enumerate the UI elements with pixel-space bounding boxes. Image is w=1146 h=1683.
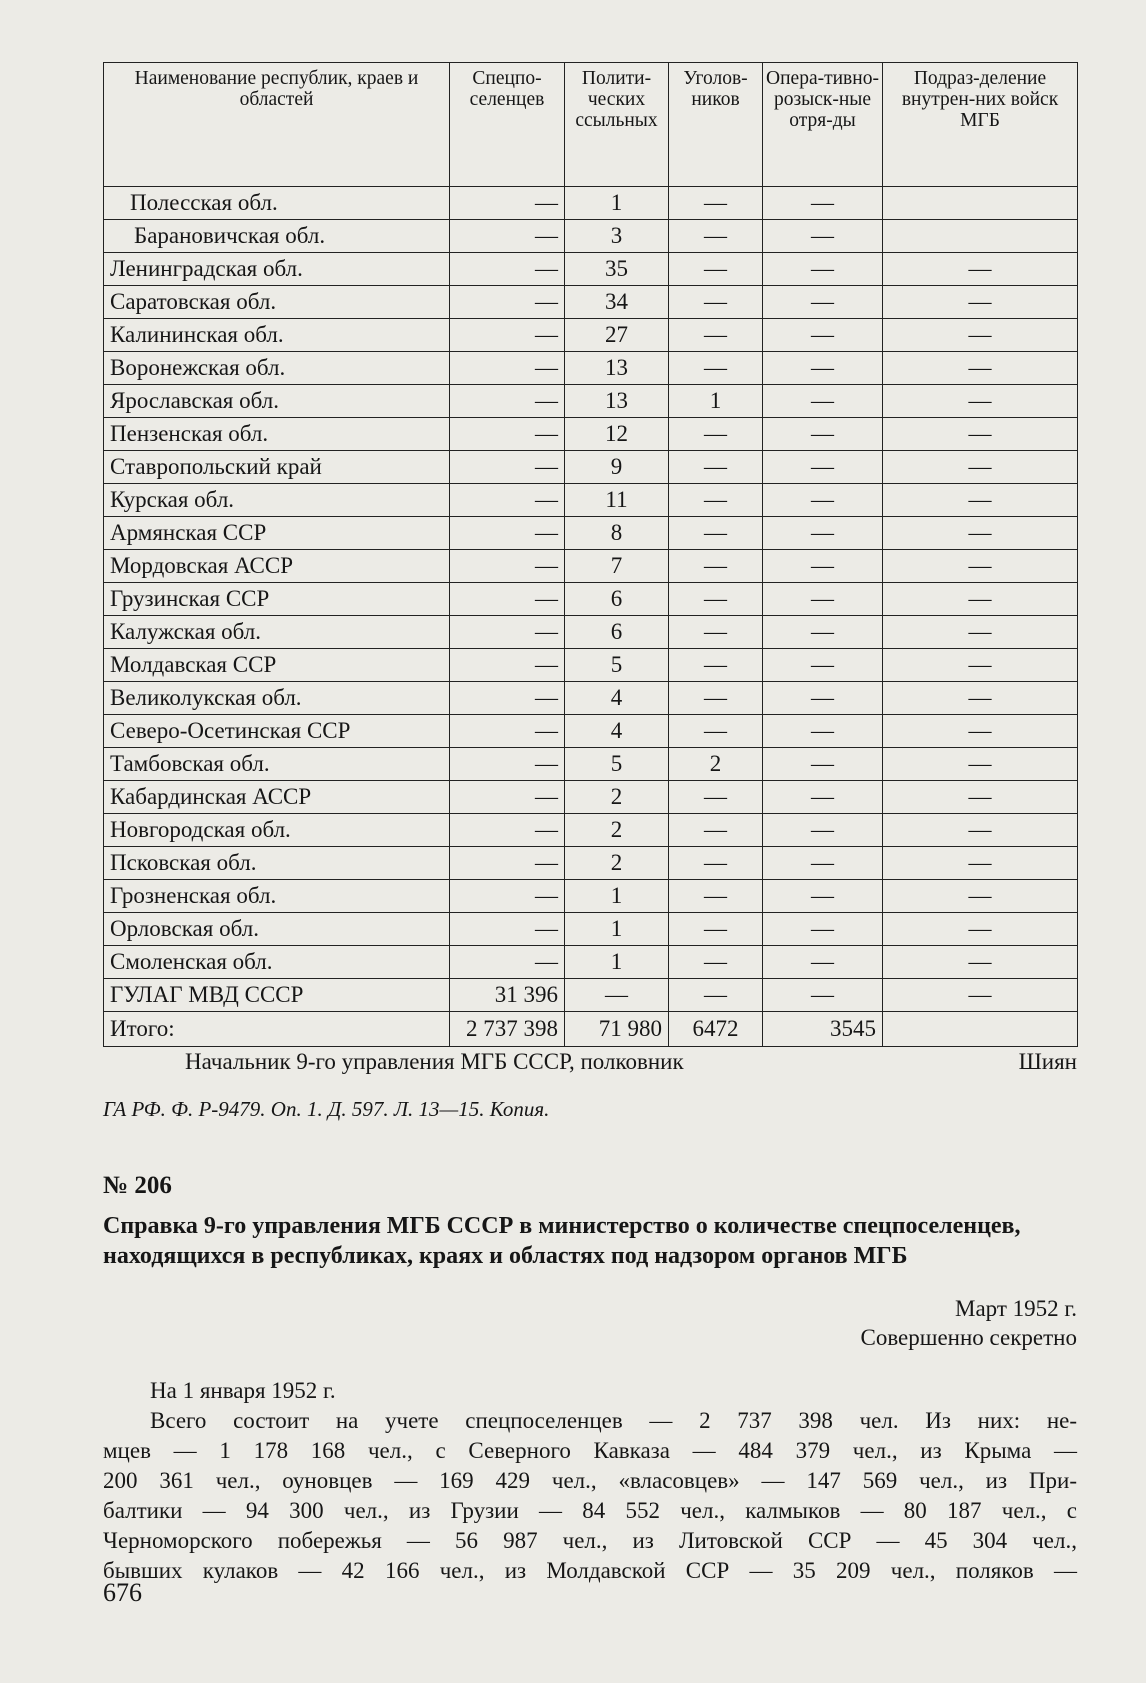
internal-troops-value: —: [883, 913, 1078, 946]
internal-troops-value: —: [883, 682, 1078, 715]
table-row: [104, 583, 1078, 616]
total-criminals: 6472: [669, 1012, 763, 1047]
table-row: [104, 979, 1078, 1012]
internal-troops-value: [883, 220, 1078, 253]
operative-units-value: —: [763, 913, 883, 946]
region-name: Воронежская обл.: [104, 352, 450, 385]
special-settlers-value: —: [450, 286, 565, 319]
internal-troops-value: —: [883, 418, 1078, 451]
operative-units-value: —: [763, 385, 883, 418]
special-settlers-value: —: [450, 550, 565, 583]
criminals-value: —: [669, 715, 763, 748]
header-internal-troops: Подраз-деление внутрен-них войск МГБ: [883, 63, 1078, 187]
criminals-value: —: [669, 616, 763, 649]
operative-units-value: —: [763, 946, 883, 979]
table-row: [104, 880, 1078, 913]
document-number: № 206: [103, 1172, 172, 1199]
operative-units-value: —: [763, 781, 883, 814]
table-row: [104, 319, 1078, 352]
internal-troops-value: —: [883, 649, 1078, 682]
table-row: [104, 418, 1078, 451]
region-name: Псковская обл.: [104, 847, 450, 880]
internal-troops-value: —: [883, 979, 1078, 1012]
body-line: балтики — 94 300 чел., из Грузии — 84 552 чел., калмыков — 80 187 чел., с: [103, 1498, 1077, 1523]
criminals-value: —: [669, 418, 763, 451]
political-exiles-value: 2: [565, 814, 669, 847]
special-settlers-value: —: [450, 682, 565, 715]
region-name: Ставропольский край: [104, 451, 450, 484]
special-settlers-value: —: [450, 748, 565, 781]
special-settlers-value: —: [450, 319, 565, 352]
criminals-value: —: [669, 352, 763, 385]
criminals-value: 1: [669, 385, 763, 418]
criminals-value: —: [669, 847, 763, 880]
special-settlers-value: —: [450, 616, 565, 649]
political-exiles-value: 2: [565, 847, 669, 880]
internal-troops-value: —: [883, 616, 1078, 649]
criminals-value: —: [669, 814, 763, 847]
operative-units-value: —: [763, 715, 883, 748]
document-body: [103, 1406, 1077, 1586]
political-exiles-value: 4: [565, 682, 669, 715]
internal-troops-value: —: [883, 781, 1078, 814]
political-exiles-value: 1: [565, 187, 669, 220]
internal-troops-value: —: [883, 517, 1078, 550]
special-settlers-value: —: [450, 880, 565, 913]
criminals-value: —: [669, 913, 763, 946]
region-name: Саратовская обл.: [104, 286, 450, 319]
as-of-date: На 1 января 1952 г.: [150, 1378, 336, 1403]
document-title: Справка 9-го управления МГБ СССР в министерство о количестве спецпоселенцев, находящихся в республиках, краях и областях под надзором органов МГБ: [103, 1213, 1021, 1269]
operative-units-value: —: [763, 847, 883, 880]
region-name: Калининская обл.: [104, 319, 450, 352]
internal-troops-value: —: [883, 484, 1078, 517]
criminals-value: —: [669, 187, 763, 220]
operative-units-value: —: [763, 880, 883, 913]
region-name: Кабардинская АССР: [104, 781, 450, 814]
special-settlers-value: —: [450, 352, 565, 385]
internal-troops-value: —: [883, 550, 1078, 583]
table-row: [104, 352, 1078, 385]
statistics-table: [103, 62, 1078, 1047]
region-name: Тамбовская обл.: [104, 748, 450, 781]
political-exiles-value: 6: [565, 616, 669, 649]
table-total-row: [104, 1012, 1078, 1047]
region-name: Пензенская обл.: [104, 418, 450, 451]
total-internal-troops: [883, 1012, 1078, 1047]
region-name: Калужская обл.: [104, 616, 450, 649]
special-settlers-value: —: [450, 517, 565, 550]
special-settlers-value: —: [450, 649, 565, 682]
table-row: [104, 187, 1078, 220]
criminals-value: —: [669, 583, 763, 616]
total-label: Итого:: [104, 1012, 450, 1047]
total-operative-units: 3545: [763, 1012, 883, 1047]
special-settlers-value: —: [450, 583, 565, 616]
table-row: [104, 715, 1078, 748]
political-exiles-value: 6: [565, 583, 669, 616]
body-line: мцев — 1 178 168 чел., с Северного Кавказа — 484 379 чел., из Крыма —: [103, 1438, 1077, 1463]
political-exiles-value: 1: [565, 946, 669, 979]
special-settlers-value: —: [450, 385, 565, 418]
header-operative-units: Опера-тивно-розыск-ные отря-ды: [763, 63, 883, 187]
political-exiles-value: 3: [565, 220, 669, 253]
body-line: Всего состоит на учете спецпоселенцев — 2 737 398 чел. Из них: не-: [150, 1408, 1077, 1433]
criminals-value: —: [669, 781, 763, 814]
special-settlers-value: —: [450, 418, 565, 451]
political-exiles-value: 27: [565, 319, 669, 352]
operative-units-value: —: [763, 649, 883, 682]
chief-title: Начальник 9-го управления МГБ СССР, полковник: [185, 1049, 684, 1074]
internal-troops-value: —: [883, 814, 1078, 847]
special-settlers-value: —: [450, 451, 565, 484]
criminals-value: —: [669, 979, 763, 1012]
political-exiles-value: 12: [565, 418, 669, 451]
header-region: Наименование республик, краев и областей: [104, 63, 450, 187]
internal-troops-value: [883, 187, 1078, 220]
criminals-value: —: [669, 484, 763, 517]
special-settlers-value: —: [450, 814, 565, 847]
operative-units-value: —: [763, 220, 883, 253]
special-settlers-value: —: [450, 484, 565, 517]
criminals-value: —: [669, 286, 763, 319]
internal-troops-value: —: [883, 583, 1078, 616]
classification-stamp: Совершенно секретно: [860, 1325, 1077, 1350]
internal-troops-value: —: [883, 748, 1078, 781]
internal-troops-value: —: [883, 946, 1078, 979]
operative-units-value: —: [763, 451, 883, 484]
political-exiles-value: 8: [565, 517, 669, 550]
political-exiles-value: 35: [565, 253, 669, 286]
operative-units-value: —: [763, 814, 883, 847]
document-date: Март 1952 г.: [955, 1296, 1077, 1321]
table-row: [104, 220, 1078, 253]
total-political-exiles: 71 980: [565, 1012, 669, 1047]
internal-troops-value: —: [883, 847, 1078, 880]
operative-units-value: —: [763, 253, 883, 286]
header-special-settlers: Спецпо-селенцев: [450, 63, 565, 187]
political-exiles-value: 11: [565, 484, 669, 517]
operative-units-value: —: [763, 517, 883, 550]
operative-units-value: —: [763, 418, 883, 451]
archive-source: ГА РФ. Ф. Р-9479. Оп. 1. Д. 597. Л. 13—15. Копия.: [103, 1097, 550, 1121]
special-settlers-value: —: [450, 220, 565, 253]
signature-block: [185, 1049, 1077, 1075]
special-settlers-value: —: [450, 187, 565, 220]
special-settlers-value: —: [450, 847, 565, 880]
page-number: 676: [103, 1578, 142, 1607]
political-exiles-value: 34: [565, 286, 669, 319]
criminals-value: —: [669, 253, 763, 286]
operative-units-value: —: [763, 583, 883, 616]
region-name: Молдавская ССР: [104, 649, 450, 682]
region-name: ГУЛАГ МВД СССР: [104, 979, 450, 1012]
political-exiles-value: 5: [565, 748, 669, 781]
table-row: [104, 847, 1078, 880]
criminals-value: 2: [669, 748, 763, 781]
internal-troops-value: —: [883, 880, 1078, 913]
region-name: Курская обл.: [104, 484, 450, 517]
header-political-exiles: Полити-ческих ссыльных: [565, 63, 669, 187]
political-exiles-value: 4: [565, 715, 669, 748]
criminals-value: —: [669, 880, 763, 913]
region-name: Смоленская обл.: [104, 946, 450, 979]
region-name: Грозненская обл.: [104, 880, 450, 913]
criminals-value: —: [669, 649, 763, 682]
special-settlers-value: —: [450, 913, 565, 946]
table-row: [104, 385, 1078, 418]
internal-troops-value: —: [883, 385, 1078, 418]
special-settlers-value: —: [450, 253, 565, 286]
political-exiles-value: 2: [565, 781, 669, 814]
table-header-row: [104, 63, 1078, 187]
criminals-value: —: [669, 946, 763, 979]
table-row: [104, 814, 1078, 847]
operative-units-value: —: [763, 187, 883, 220]
region-name: Орловская обл.: [104, 913, 450, 946]
criminals-value: —: [669, 517, 763, 550]
table-row: [104, 286, 1078, 319]
operative-units-value: —: [763, 352, 883, 385]
internal-troops-value: —: [883, 286, 1078, 319]
criminals-value: —: [669, 451, 763, 484]
operative-units-value: —: [763, 616, 883, 649]
criminals-value: —: [669, 682, 763, 715]
political-exiles-value: 7: [565, 550, 669, 583]
table-row: [104, 946, 1078, 979]
criminals-value: —: [669, 550, 763, 583]
region-name: Северо-Осетинская ССР: [104, 715, 450, 748]
table-row: [104, 913, 1078, 946]
political-exiles-value: —: [565, 979, 669, 1012]
header-criminals: Уголов-ников: [669, 63, 763, 187]
region-name: Полесская обл.: [104, 187, 450, 220]
region-name: Мордовская АССР: [104, 550, 450, 583]
operative-units-value: —: [763, 748, 883, 781]
political-exiles-value: 13: [565, 385, 669, 418]
chief-signature: Шиян: [1018, 1049, 1077, 1074]
special-settlers-value: —: [450, 781, 565, 814]
body-line: 200 361 чел., оуновцев — 169 429 чел., «власовцев» — 147 569 чел., из При-: [103, 1468, 1077, 1493]
special-settlers-value: 31 396: [450, 979, 565, 1012]
table-row: [104, 517, 1078, 550]
region-name: Новгородская обл.: [104, 814, 450, 847]
region-name: Ярославская обл.: [104, 385, 450, 418]
political-exiles-value: 1: [565, 880, 669, 913]
criminals-value: —: [669, 220, 763, 253]
operative-units-value: —: [763, 484, 883, 517]
internal-troops-value: —: [883, 715, 1078, 748]
table-row: [104, 748, 1078, 781]
special-settlers-value: —: [450, 946, 565, 979]
region-name: Барановичская обл.: [104, 220, 450, 253]
table-row: [104, 649, 1078, 682]
special-settlers-value: —: [450, 715, 565, 748]
table-row: [104, 781, 1078, 814]
region-name: Грузинская ССР: [104, 583, 450, 616]
political-exiles-value: 1: [565, 913, 669, 946]
internal-troops-value: —: [883, 352, 1078, 385]
political-exiles-value: 9: [565, 451, 669, 484]
operative-units-value: —: [763, 682, 883, 715]
table-row: [104, 253, 1078, 286]
table-row: [104, 550, 1078, 583]
operative-units-value: —: [763, 319, 883, 352]
body-line: бывших кулаков — 42 166 чел., из Молдавской ССР — 35 209 чел., поляков —: [103, 1558, 1077, 1583]
criminals-value: —: [669, 319, 763, 352]
internal-troops-value: —: [883, 451, 1078, 484]
table-row: [104, 616, 1078, 649]
table-row: [104, 451, 1078, 484]
region-name: Ленинградская обл.: [104, 253, 450, 286]
operative-units-value: —: [763, 979, 883, 1012]
region-name: Великолукская обл.: [104, 682, 450, 715]
region-name: Армянская ССР: [104, 517, 450, 550]
table-row: [104, 682, 1078, 715]
total-special-settlers: 2 737 398: [450, 1012, 565, 1047]
body-line: Черноморского побережья — 56 987 чел., из Литовской ССР — 45 304 чел.,: [103, 1528, 1077, 1553]
internal-troops-value: —: [883, 253, 1078, 286]
operative-units-value: —: [763, 550, 883, 583]
political-exiles-value: 5: [565, 649, 669, 682]
table-row: [104, 484, 1078, 517]
political-exiles-value: 13: [565, 352, 669, 385]
operative-units-value: —: [763, 286, 883, 319]
internal-troops-value: —: [883, 319, 1078, 352]
